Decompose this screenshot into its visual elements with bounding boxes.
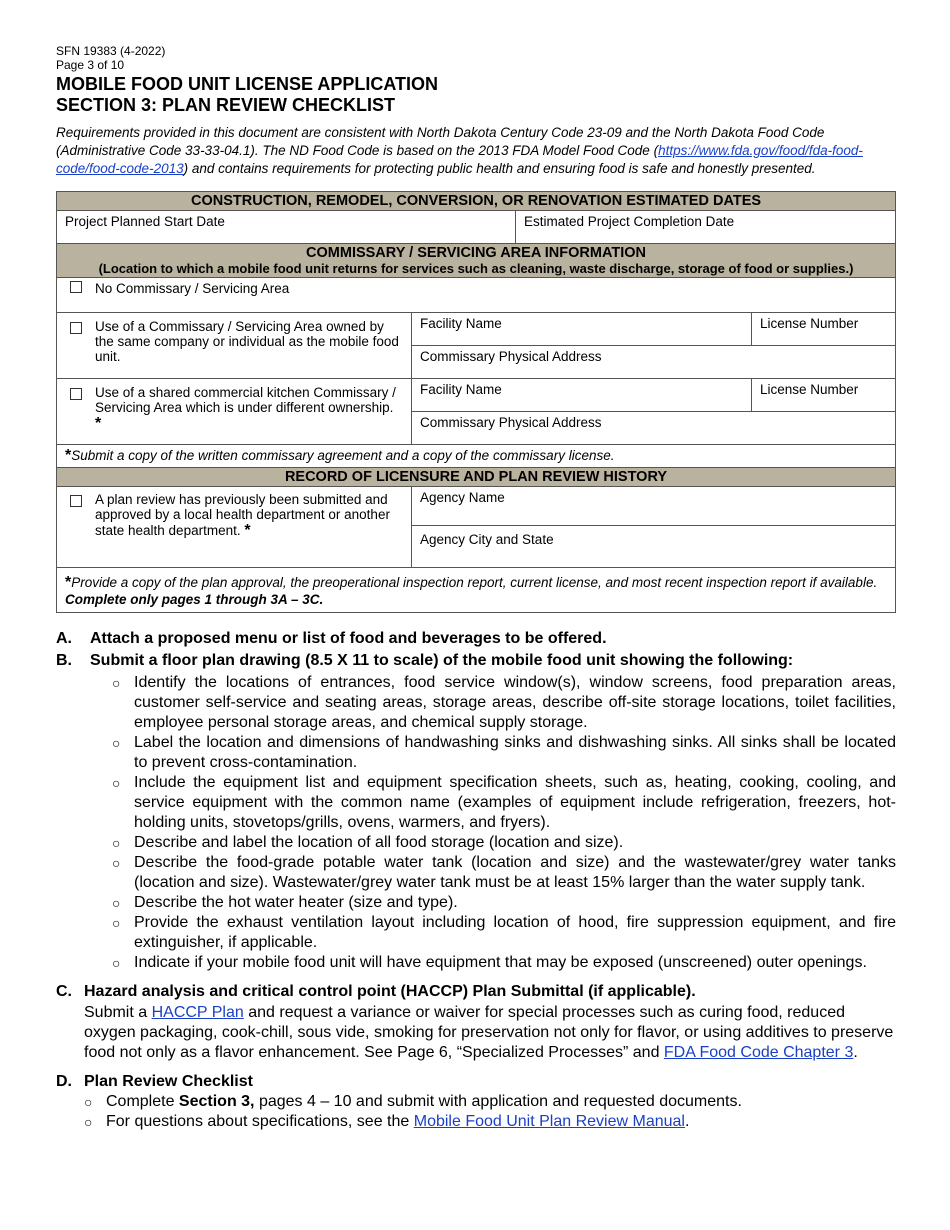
completion-date-label: Estimated Project Completion Date xyxy=(524,214,735,229)
bullet-icon: ○ xyxy=(84,1114,93,1130)
shared-address-field[interactable] xyxy=(412,412,896,445)
list-item xyxy=(84,1092,896,1112)
physical-address-label: Commissary Physical Address xyxy=(420,349,602,364)
fda-food-code-link[interactable]: https://www.fda.gov/food/fda-food-code/food-code-2013 xyxy=(56,143,863,176)
section-a-text: Attach a proposed menu or list of food and beverages to be offered. xyxy=(90,630,607,647)
agency-name-label: Agency Name xyxy=(420,490,505,505)
list-item-text: Describe the food-grade potable water tank (location and size) and the wastewater/grey water tanks (location and size). Wastewater/grey water tank must be at least 15% larger than the water supply tank. xyxy=(134,854,896,891)
license-number-label: License Number xyxy=(760,382,859,397)
list-item xyxy=(112,733,896,773)
facility-name-label: Facility Name xyxy=(420,382,502,397)
list-item-text: Identify the locations of entrances, food service window(s), window screens, food preparation areas, customer self-service and seating areas, storage areas, describe off-site storage locations, toilet facilities, employee personal storage areas, and chemical supply storage. xyxy=(134,674,896,731)
list-item xyxy=(112,773,896,833)
asterisk: * xyxy=(65,447,72,464)
shared-facility-name-field[interactable] xyxy=(412,379,752,412)
title-line-2: SECTION 3: PLAN REVIEW CHECKLIST xyxy=(56,95,396,115)
section-b xyxy=(56,651,896,973)
license-number-label: License Number xyxy=(760,316,859,331)
no-commissary-label: No Commissary / Servicing Area xyxy=(95,281,290,296)
no-commissary-row xyxy=(57,278,896,313)
list-item xyxy=(112,893,896,913)
intro-text-2: ) and contains requirements for protecting public health and ensuring food is safe and honestly presented. xyxy=(183,161,816,176)
section-c-text: and request a variance or waiver for special processes such as curing food, reduced oxygen packaging, cook-chill, sous vide, smoking for preservation not only for flavor, or using additives to preserve food not only as a flavor enhancement. See Page 6, “Specialized Processes” and xyxy=(84,1004,894,1061)
haccp-plan-link[interactable]: HACCP Plan xyxy=(151,1004,244,1021)
section-c-body xyxy=(84,1003,896,1063)
bullet-icon: ○ xyxy=(112,855,121,871)
list-item-text: Provide the exhaust ventilation layout including location of hood, fire suppression equipment, and fire extinguisher, if applicable. xyxy=(134,914,896,951)
commissary-title: COMMISSARY / SERVICING AREA INFORMATION xyxy=(306,245,646,261)
history-note xyxy=(57,568,896,613)
list-item-text: Label the location and dimensions of handwashing sinks and dishwashing sinks. All sinks shall be located to prevent cross-contamination. xyxy=(134,734,896,771)
document-page xyxy=(56,44,896,1132)
list-item-text: . xyxy=(684,1113,690,1130)
page-number: Page 3 of 10 xyxy=(56,58,125,72)
intro-text-1: Requirements provided in this document are consistent with North Dakota Century Code 23-09 and the North Dakota Food Code (Administrative Code 33-33-04.1). The ND Food Code is based on the 2013 FDA Model Food Code ( xyxy=(56,125,825,158)
bullet-icon: ○ xyxy=(112,835,121,851)
start-date-field[interactable] xyxy=(57,211,516,244)
bullet-icon: ○ xyxy=(112,775,121,791)
section-b-letter: B. xyxy=(56,652,72,669)
page-title xyxy=(56,74,896,116)
history-header: RECORD OF LICENSURE AND PLAN REVIEW HISTORY xyxy=(57,468,896,487)
list-item xyxy=(112,833,896,853)
list-item-text: Include the equipment list and equipment specification sheets, such as, heating, cooking, cooling, and service equipment with the common name (examples of equipment include refrigeration, freezers, hot-holding units, stovetops/grills, ovens, warmers, and fryers). xyxy=(134,774,896,831)
list-item-bold: Section 3, xyxy=(178,1093,255,1110)
list-item-text: Describe the hot water heater (size and type). xyxy=(134,894,458,911)
shared-commissary-option xyxy=(57,379,412,445)
section-a-letter: A. xyxy=(56,630,72,647)
owned-commissary-checkbox[interactable] xyxy=(70,322,82,334)
list-item-text: For questions about specifications, see the xyxy=(106,1113,414,1130)
section-d-letter: D. xyxy=(56,1073,72,1090)
list-item-text: Complete xyxy=(106,1093,179,1110)
bullet-icon: ○ xyxy=(112,915,121,931)
checklist-list xyxy=(84,1092,896,1132)
intro-paragraph xyxy=(56,124,896,178)
agency-city-state-label: Agency City and State xyxy=(420,532,554,547)
bullet-icon: ○ xyxy=(112,895,121,911)
section-c-heading: Hazard analysis and critical control point (HACCP) Plan Submittal (if applicable). xyxy=(84,983,696,1000)
previous-review-option xyxy=(57,487,412,568)
previous-review-checkbox[interactable] xyxy=(70,495,82,507)
list-item-text: pages 4 – 10 and submit with application and requested documents. xyxy=(254,1093,742,1110)
dates-header: CONSTRUCTION, REMODEL, CONVERSION, OR RENOVATION ESTIMATED DATES xyxy=(57,192,896,211)
shared-commissary-checkbox[interactable] xyxy=(70,388,82,400)
section-a xyxy=(56,629,896,649)
bullet-icon: ○ xyxy=(112,955,121,971)
list-item xyxy=(112,953,896,973)
asterisk: * xyxy=(244,522,251,539)
physical-address-label: Commissary Physical Address xyxy=(420,415,602,430)
shared-commissary-label: Use of a shared commercial kitchen Commissary / Servicing Area which is under different ownership. xyxy=(95,385,396,415)
section-b-text: Submit a floor plan drawing (8.5 X 11 to scale) of the mobile food unit showing the following: xyxy=(90,652,794,669)
owned-license-number-field[interactable] xyxy=(752,313,896,346)
commissary-note xyxy=(57,445,896,468)
fda-chapter-3-link[interactable]: FDA Food Code Chapter 3 xyxy=(663,1044,854,1061)
owned-facility-name-field[interactable] xyxy=(412,313,752,346)
owned-commissary-option xyxy=(57,313,412,379)
no-commissary-checkbox[interactable] xyxy=(70,281,82,293)
commissary-note-text: Submit a copy of the written commissary agreement and a copy of the commissary license. xyxy=(71,448,615,463)
bullet-icon: ○ xyxy=(112,735,121,751)
agency-city-state-field[interactable] xyxy=(412,526,896,568)
form-id: SFN 19383 (4-2022) xyxy=(56,44,166,58)
shared-license-number-field[interactable] xyxy=(752,379,896,412)
title-line-1: MOBILE FOOD UNIT LICENSE APPLICATION xyxy=(56,74,438,94)
asterisk: * xyxy=(65,574,72,591)
plan-review-manual-link[interactable]: Mobile Food Unit Plan Review Manual xyxy=(413,1113,685,1130)
section-c-text: Submit a xyxy=(84,1004,152,1021)
agency-name-field[interactable] xyxy=(412,487,896,526)
history-note-text: Provide a copy of the plan approval, the preoperational inspection report, current license, and most recent inspection report if available. xyxy=(71,575,878,590)
list-item xyxy=(112,913,896,953)
list-item xyxy=(112,673,896,733)
section-c-letter: C. xyxy=(56,983,72,1000)
list-item-text: Describe and label the location of all food storage (location and size). xyxy=(134,834,624,851)
instructions xyxy=(56,629,896,1132)
floor-plan-list xyxy=(112,673,896,973)
list-item xyxy=(84,1112,896,1132)
previous-review-label: A plan review has previously been submitted and approved by a local health department or another state health department. xyxy=(95,492,390,538)
facility-name-label: Facility Name xyxy=(420,316,502,331)
list-item xyxy=(112,853,896,893)
bullet-icon: ○ xyxy=(84,1094,93,1110)
license-form-table xyxy=(56,191,896,613)
start-date-label: Project Planned Start Date xyxy=(65,214,225,229)
asterisk: * xyxy=(95,415,102,432)
owned-address-field[interactable] xyxy=(412,346,896,379)
section-d-heading: Plan Review Checklist xyxy=(84,1073,253,1090)
commissary-header xyxy=(57,244,896,278)
history-note-bold: Complete only pages 1 through 3A – 3C. xyxy=(65,592,324,607)
commissary-subtitle: (Location to which a mobile food unit returns for services such as cleaning, waste discharge, storage of food or supplies.) xyxy=(98,261,854,276)
list-item-text: Indicate if your mobile food unit will have equipment that may be exposed (unscreened) outer openings. xyxy=(134,954,867,971)
owned-commissary-label: Use of a Commissary / Servicing Area owned by the same company or individual as the mobile food unit. xyxy=(95,319,399,364)
section-d xyxy=(56,1072,896,1132)
bullet-icon: ○ xyxy=(112,675,121,691)
section-c-text: . xyxy=(853,1044,858,1061)
section-c xyxy=(56,982,896,1063)
completion-date-field[interactable] xyxy=(516,211,896,244)
